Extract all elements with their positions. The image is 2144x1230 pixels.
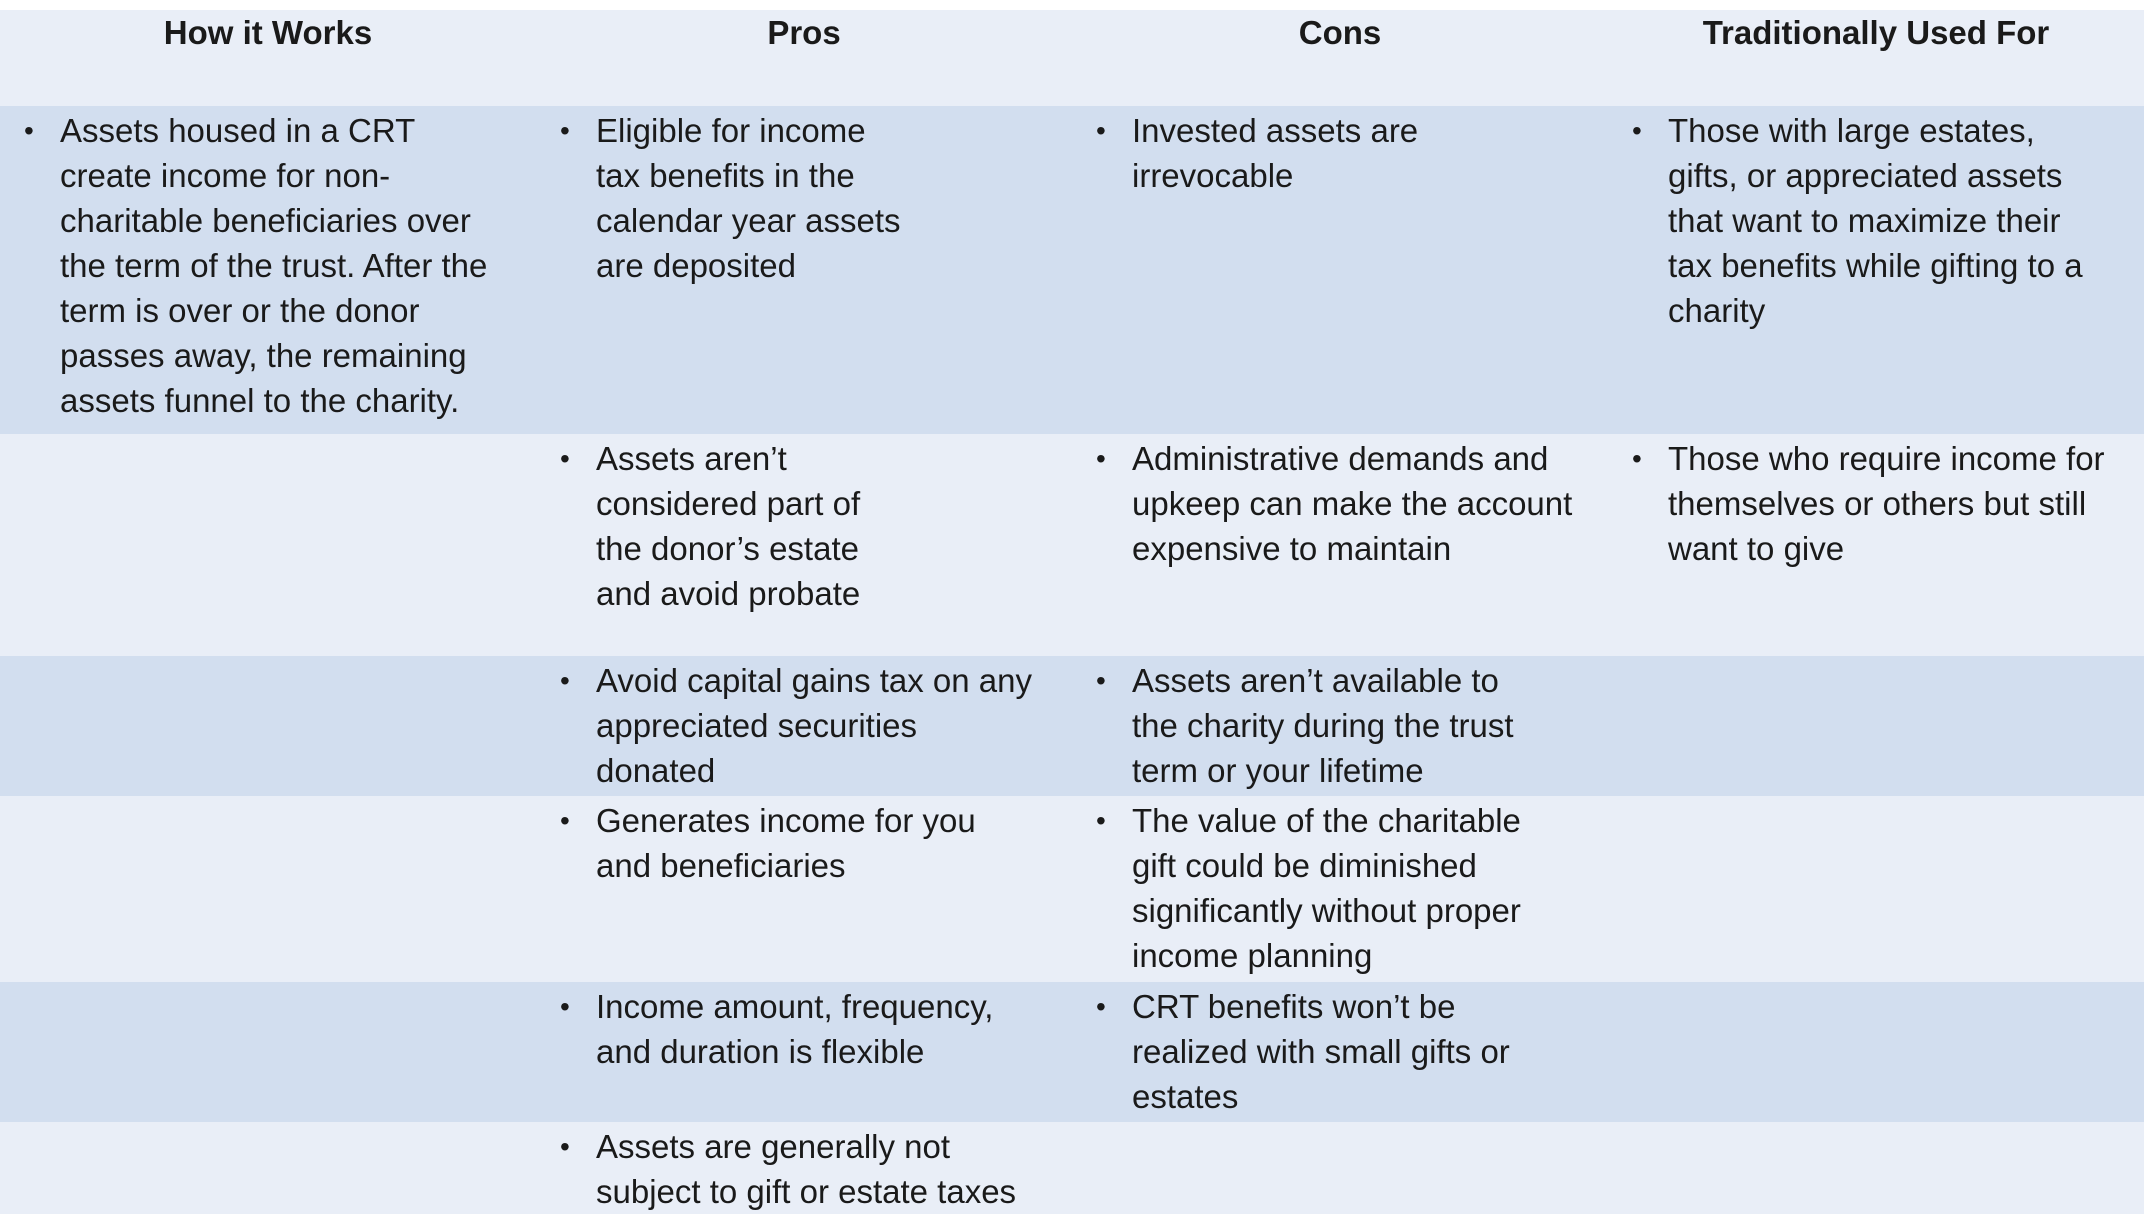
list-item	[536, 658, 1072, 793]
cell-pro	[536, 796, 1072, 982]
list-item	[536, 436, 1072, 616]
cell-used	[1608, 982, 2144, 1122]
cell-how	[0, 796, 536, 982]
cell-pro	[536, 982, 1072, 1122]
cell-how	[0, 106, 536, 434]
cell-used	[1608, 434, 2144, 656]
header-row	[0, 10, 2144, 106]
bullet-icon: •	[560, 805, 570, 836]
list-item	[536, 798, 1072, 888]
bullet-icon: •	[560, 1131, 570, 1162]
crt-comparison-table	[0, 10, 2144, 1214]
cell-text: Those with large estates, gifts, or appreciated assets that want to maximize their tax benefits while gifting to a charity	[1668, 112, 2083, 329]
cell-text: Assets are generally not subject to gift or estate taxes	[596, 1128, 1017, 1210]
cell-con	[1072, 982, 1608, 1122]
list-item	[536, 1124, 1072, 1214]
bullet-icon: •	[1096, 991, 1106, 1022]
cell-how	[0, 1122, 536, 1214]
list-item	[1072, 798, 1608, 978]
list-item	[0, 108, 536, 423]
header-traditionally-used-for: Traditionally Used For	[1608, 10, 2144, 106]
cell-text: Generates income for you and beneficiaries	[596, 802, 976, 884]
table-row	[0, 1122, 2144, 1214]
list-item	[1072, 984, 1608, 1119]
cell-text: Those who require income for themselves or others but still want to give	[1668, 440, 2105, 567]
cell-used	[1608, 656, 2144, 796]
cell-con	[1072, 1122, 1608, 1214]
cell-con	[1072, 434, 1608, 656]
cell-con	[1072, 106, 1608, 434]
cell-text: The value of the charitable gift could be diminished significantly without proper income planning	[1132, 802, 1521, 974]
list-item	[536, 984, 1072, 1074]
bullet-icon: •	[1096, 665, 1106, 696]
cell-text: Invested assets are irrevocable	[1132, 112, 1419, 194]
table-row	[0, 106, 2144, 434]
cell-text: Assets aren’t considered part of the donor’s estate and avoid probate	[596, 440, 861, 612]
cell-con	[1072, 796, 1608, 982]
cell-con	[1072, 656, 1608, 796]
bullet-icon: •	[1632, 443, 1642, 474]
bullet-icon: •	[560, 665, 570, 696]
header-pros: Pros	[536, 10, 1072, 106]
cell-pro	[536, 1122, 1072, 1214]
cell-text: CRT benefits won’t be realized with small gifts or estates	[1132, 988, 1510, 1115]
bullet-icon: •	[1096, 115, 1106, 146]
cell-used	[1608, 1122, 2144, 1214]
cell-used	[1608, 796, 2144, 982]
header-how-it-works: How it Works	[0, 10, 536, 106]
cell-pro	[536, 434, 1072, 656]
cell-pro	[536, 106, 1072, 434]
cell-text: Assets housed in a CRT create income for non-charitable beneficiaries over the term of the trust. After the term is over or the donor passes away, the remaining assets funnel to the charity.	[60, 112, 488, 419]
cell-text: Income amount, frequency, and duration is flexible	[596, 988, 994, 1070]
list-item	[1608, 436, 2144, 571]
cell-how	[0, 982, 536, 1122]
list-item	[536, 108, 1072, 288]
list-item	[1072, 658, 1608, 793]
cell-text: Assets aren’t available to the charity during the trust term or your lifetime	[1132, 662, 1514, 789]
cell-text: Avoid capital gains tax on any appreciated securities donated	[596, 662, 1033, 789]
cell-text: Administrative demands and upkeep can make the account expensive to maintain	[1132, 440, 1573, 567]
cell-used	[1608, 106, 2144, 434]
bullet-icon: •	[560, 991, 570, 1022]
table-row	[0, 982, 2144, 1122]
list-item	[1072, 108, 1608, 198]
bullet-icon: •	[560, 115, 570, 146]
table-row	[0, 796, 2144, 982]
table-row	[0, 656, 2144, 796]
cell-how	[0, 656, 536, 796]
bullet-icon: •	[1632, 115, 1642, 146]
bullet-icon: •	[560, 443, 570, 474]
bullet-icon: •	[1096, 805, 1106, 836]
cell-how	[0, 434, 536, 656]
cell-pro	[536, 656, 1072, 796]
list-item	[1608, 108, 2144, 333]
bullet-icon: •	[1096, 443, 1106, 474]
bullet-icon: •	[24, 115, 34, 146]
header-cons: Cons	[1072, 10, 1608, 106]
table-row	[0, 434, 2144, 656]
cell-text: Eligible for income tax benefits in the calendar year assets are deposited	[596, 112, 901, 284]
list-item	[1072, 436, 1608, 571]
